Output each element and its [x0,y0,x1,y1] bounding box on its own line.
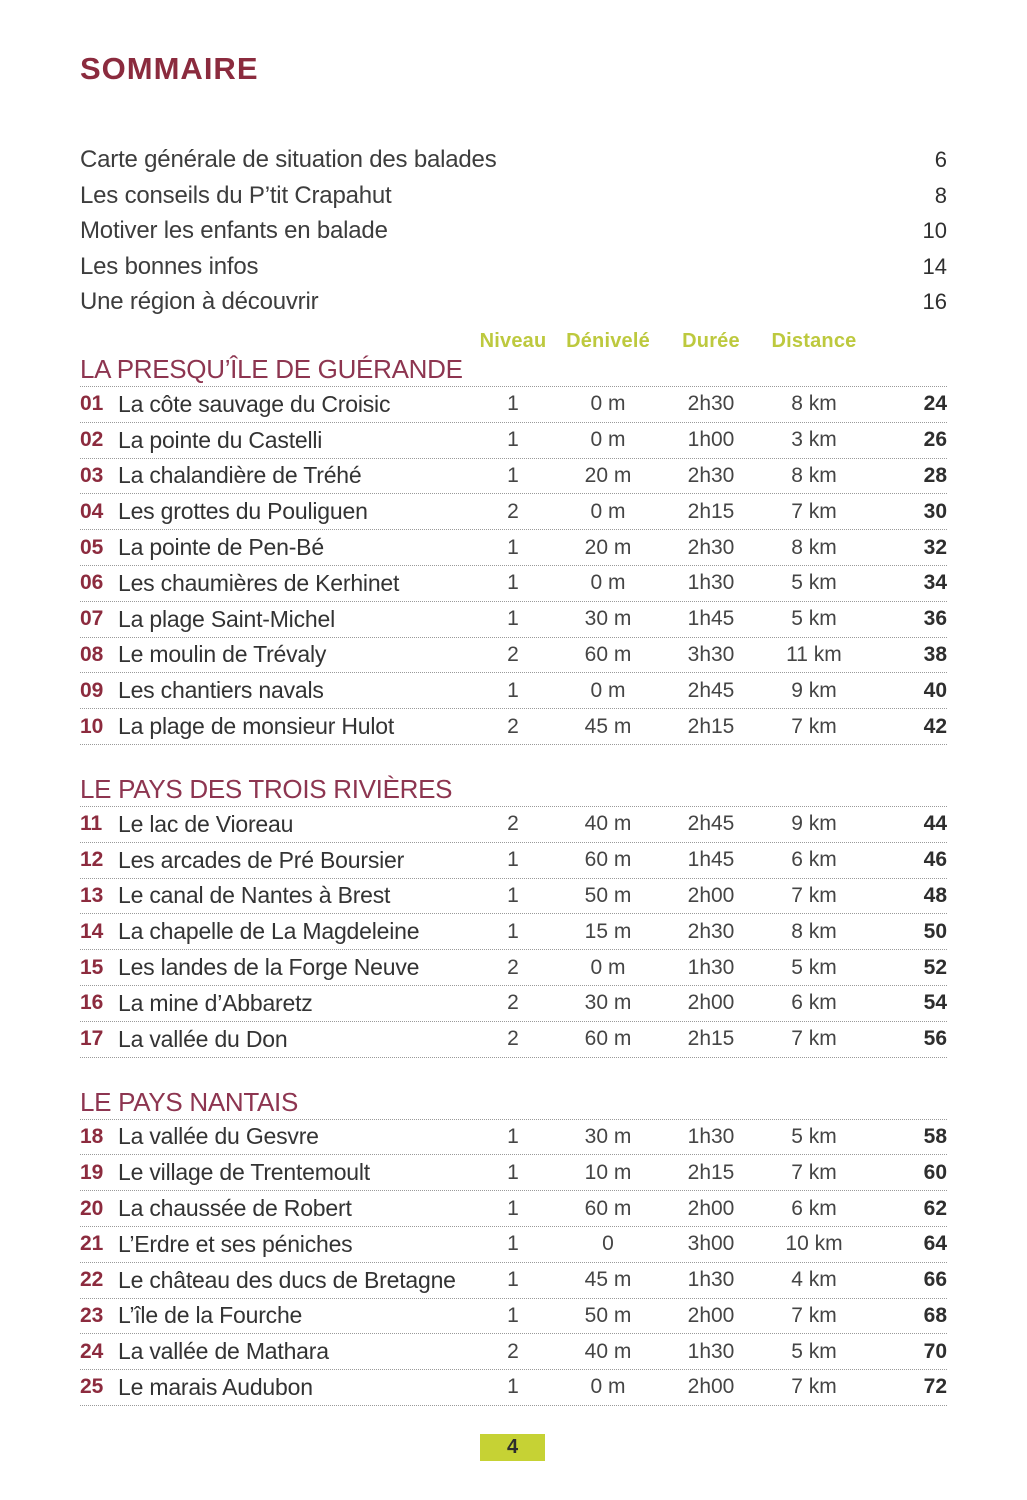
route-denivele-value: 0 [602,1232,614,1256]
route-denivele-value: 30 m [584,607,632,631]
intro-item-label: Motiver les enfants en balade [80,217,388,245]
route-niveau-value: 1 [507,392,519,416]
route-denivele-value: 0 m [590,955,626,979]
route-distance-value: 8 km [791,535,837,559]
route-number: 20 [80,1196,104,1220]
route-niveau-value: 1 [507,1375,519,1399]
route-title: L’Erdre et ses péniches [118,1230,353,1257]
route-page-number: 30 [923,499,947,523]
route-denivele-value: 0 m [590,392,626,416]
route-number: 23 [80,1303,104,1327]
route-page-number: 50 [923,919,947,943]
route-duree-value: 3h00 [687,1232,735,1256]
section-rows [80,387,947,745]
section-title: LE PAYS NANTAIS [80,1087,947,1120]
route-denivele-value: 30 m [584,1124,632,1148]
route-number: 22 [80,1268,104,1292]
route-niveau-value: 1 [507,1268,519,1292]
route-page-number: 44 [923,812,947,836]
route-title: L’île de la Fourche [118,1302,303,1329]
route-distance-value: 7 km [791,714,837,738]
route-title: La vallée de Mathara [118,1338,329,1365]
toc-section [80,354,947,745]
route-duree-value: 2h15 [687,1027,735,1051]
route-number: 01 [80,392,104,416]
route-distance-value: 5 km [791,571,837,595]
route-denivele-value: 45 m [584,1268,632,1292]
route-title: Les chantiers navals [118,677,324,704]
route-duree-value: 1h00 [687,428,735,452]
route-denivele-value: 60 m [584,848,632,872]
route-duree-value: 2h30 [687,919,735,943]
intro-item [80,217,947,253]
route-denivele-value: 50 m [584,883,632,907]
route-title: Les chaumières de Kerhinet [118,569,400,596]
route-number: 03 [80,463,104,487]
route-duree-value: 1h30 [687,1339,735,1363]
route-page-number: 62 [923,1196,947,1220]
route-page-number: 38 [923,642,947,666]
route-duree-value: 2h00 [687,1196,735,1220]
route-distance-value: 5 km [791,1339,837,1363]
route-number: 12 [80,848,104,872]
table-row [80,879,947,915]
route-page-number: 28 [923,463,947,487]
section-rows [80,807,947,1058]
intro-item-label: Carte générale de situation des balades [80,146,497,173]
route-title: La chalandière de Tréhé [118,462,362,489]
route-title: La vallée du Gesvre [118,1123,319,1150]
table-row [80,1022,947,1058]
table-row [80,494,947,530]
route-duree-value: 2h00 [687,1375,735,1399]
route-number: 09 [80,678,104,702]
route-title: Les arcades de Pré Boursier [118,846,405,873]
table-row [80,566,947,602]
route-number: 05 [80,535,104,559]
route-title: Le moulin de Trévaly [118,641,327,668]
route-denivele-value: 50 m [584,1303,632,1327]
route-title: Le village de Trentemoult [118,1159,370,1186]
route-distance-value: 5 km [791,955,837,979]
route-title: La pointe de Pen-Bé [118,534,324,561]
table-row [80,387,947,423]
table-row [80,807,947,843]
intro-item-label: Les conseils du P’tit Crapahut [80,181,392,209]
route-niveau-value: 2 [507,642,519,666]
table-row [80,1299,947,1335]
table-row [80,638,947,674]
route-page-number: 32 [923,535,947,559]
route-duree-value: 2h30 [687,463,735,487]
page-title: SOMMAIRE [80,51,259,86]
route-title: Le canal de Nantes à Brest [118,882,391,909]
route-title: La chaussée de Robert [118,1195,352,1221]
route-number: 25 [80,1375,104,1399]
route-niveau-value: 1 [507,1196,519,1220]
route-distance-value: 4 km [791,1268,837,1292]
route-duree-value: 2h00 [687,991,735,1015]
table-row [80,986,947,1022]
toc-section [80,774,947,1058]
table-row [80,1263,947,1299]
route-niveau-value: 1 [507,463,519,487]
route-duree-value: 1h30 [687,1124,735,1148]
route-distance-value: 9 km [791,812,837,836]
route-niveau-value: 1 [507,607,519,631]
route-duree-value: 2h00 [687,1303,735,1327]
route-denivele-value: 10 m [584,1160,632,1184]
route-niveau-value: 1 [507,919,519,943]
route-duree-value: 1h30 [687,571,735,595]
route-duree-value: 2h15 [687,499,735,523]
route-distance-value: 6 km [791,991,837,1015]
route-duree-value: 1h30 [687,955,735,979]
route-page-number: 56 [923,1027,947,1051]
table-row [80,950,947,986]
route-title: La vallée du Don [118,1025,288,1052]
route-distance-value: 8 km [791,392,837,416]
column-header-duree: Durée [682,330,740,353]
route-title: Le lac de Vioreau [118,810,294,837]
table-row [80,602,947,638]
route-niveau-value: 2 [507,1339,519,1363]
intro-item-page-number: 8 [934,182,947,208]
intro-item [80,182,947,218]
route-distance-value: 9 km [791,678,837,702]
intro-item-label: Les bonnes infos [80,252,259,280]
route-number: 02 [80,428,104,452]
route-niveau-value: 1 [507,678,519,702]
route-distance-value: 8 km [791,919,837,943]
route-niveau-value: 1 [507,883,519,907]
route-title: Le marais Audubon [118,1373,313,1400]
route-denivele-value: 60 m [584,642,632,666]
route-distance-value: 7 km [791,1160,837,1184]
route-niveau-value: 1 [507,535,519,559]
route-denivele-value: 0 m [590,571,626,595]
route-distance-value: 11 km [786,642,842,666]
page-content [80,0,947,1406]
route-denivele-value: 0 m [590,499,626,523]
route-duree-value: 2h00 [687,883,735,907]
column-header-denivele: Dénivelé [566,330,650,353]
toc-section [80,1087,947,1406]
route-page-number: 40 [923,678,947,702]
column-header-niveau: Niveau [479,330,547,353]
route-number: 18 [80,1124,104,1148]
route-denivele-value: 60 m [584,1027,632,1051]
route-denivele-value: 45 m [584,714,632,738]
route-page-number: 52 [923,955,947,979]
route-title: La chapelle de La Magdeleine [118,918,420,945]
route-duree-value: 2h30 [687,392,735,416]
route-denivele-value: 60 m [584,1196,632,1220]
route-distance-value: 10 km [785,1232,843,1256]
table-column-headers [80,330,947,354]
route-number: 16 [80,991,104,1015]
section-title: LE PAYS DES TROIS RIVIÈRES [80,774,947,807]
route-number: 13 [80,883,104,907]
route-page-number: 64 [923,1232,947,1256]
footer-page-number: 4 [480,1434,545,1461]
intro-item [80,253,947,289]
route-niveau-value: 1 [507,571,519,595]
table-row [80,1155,947,1191]
route-number: 15 [80,955,104,979]
route-page-number: 60 [923,1160,947,1184]
table-row [80,1370,947,1406]
route-denivele-value: 30 m [584,991,632,1015]
table-row [80,709,947,745]
route-page-number: 54 [923,991,947,1015]
route-denivele-value: 20 m [584,463,632,487]
route-number: 19 [80,1160,104,1184]
table-row [80,1120,947,1156]
table-row [80,1191,947,1227]
route-number: 06 [80,571,104,595]
route-number: 07 [80,607,104,631]
intro-list [80,146,947,324]
route-distance-value: 7 km [791,1303,837,1327]
route-distance-value: 6 km [791,1196,837,1220]
route-denivele-value: 40 m [584,812,632,836]
intro-item [80,288,947,324]
section-title: LA PRESQU’ÎLE DE GUÉRANDE [80,354,947,387]
route-distance-value: 7 km [791,883,837,907]
route-title: La plage Saint-Michel [118,605,335,632]
route-duree-value: 2h15 [687,1160,735,1184]
route-title: Les landes de la Forge Neuve [118,954,420,981]
table-row [80,1227,947,1263]
route-distance-value: 5 km [791,607,837,631]
route-number: 14 [80,919,104,943]
route-number: 17 [80,1027,104,1051]
route-niveau-value: 2 [507,955,519,979]
route-distance-value: 8 km [791,463,837,487]
intro-item-page-number: 16 [922,289,947,315]
table-row [80,423,947,459]
intro-item [80,146,947,182]
route-number: 08 [80,642,104,666]
table-row [80,530,947,566]
route-title: Les grottes du Pouliguen [118,498,368,525]
intro-item-page-number: 14 [922,253,947,279]
route-page-number: 48 [923,883,947,907]
route-title: La côte sauvage du Croisic [118,390,391,417]
route-page-number: 72 [923,1375,947,1399]
route-page-number: 36 [923,607,947,631]
route-denivele-value: 20 m [584,535,632,559]
route-page-number: 26 [923,428,947,452]
table-row [80,673,947,709]
route-duree-value: 2h45 [687,812,735,836]
sections-container [80,354,947,1406]
route-niveau-value: 2 [507,1027,519,1051]
route-distance-value: 7 km [791,1027,837,1051]
route-page-number: 42 [923,714,947,738]
route-distance-value: 3 km [791,428,837,452]
route-page-number: 66 [923,1268,947,1292]
route-niveau-value: 2 [507,991,519,1015]
route-page-number: 46 [923,848,947,872]
route-denivele-value: 15 m [584,919,632,943]
route-distance-value: 7 km [791,499,837,523]
route-niveau-value: 1 [507,1232,519,1256]
route-number: 24 [80,1339,104,1363]
route-page-number: 70 [923,1339,947,1363]
route-distance-value: 5 km [791,1124,837,1148]
route-niveau-value: 1 [507,1160,519,1184]
table-row [80,1334,947,1370]
route-number: 11 [80,812,103,836]
route-title: La pointe du Castelli [118,426,323,453]
route-distance-value: 6 km [791,848,837,872]
column-header-distance: Distance [771,330,857,353]
route-page-number: 58 [923,1124,947,1148]
route-niveau-value: 2 [507,714,519,738]
route-niveau-value: 2 [507,812,519,836]
route-duree-value: 2h30 [687,535,735,559]
route-title: La plage de monsieur Hulot [118,713,395,740]
route-duree-value: 2h15 [687,714,735,738]
route-niveau-value: 1 [507,428,519,452]
route-title: La mine d’Abbaretz [118,989,313,1016]
route-distance-value: 7 km [791,1375,837,1399]
intro-item-page-number: 10 [922,218,947,244]
route-niveau-value: 1 [507,1124,519,1148]
route-title: Le château des ducs de Bretagne [118,1266,456,1293]
route-duree-value: 1h30 [687,1268,735,1292]
route-denivele-value: 0 m [590,1375,626,1399]
route-denivele-value: 0 m [590,428,626,452]
route-niveau-value: 1 [507,848,519,872]
route-number: 10 [80,714,104,738]
route-duree-value: 2h45 [687,678,735,702]
route-number: 04 [80,499,104,523]
table-row [80,914,947,950]
table-row [80,459,947,495]
route-page-number: 34 [923,571,947,595]
intro-item-label: Une région à découvrir [80,288,319,316]
route-page-number: 68 [923,1303,947,1327]
route-duree-value: 1h45 [687,848,735,872]
route-duree-value: 1h45 [687,607,735,631]
route-niveau-value: 1 [507,1303,519,1327]
route-denivele-value: 0 m [590,678,626,702]
route-duree-value: 3h30 [687,642,735,666]
route-page-number: 24 [923,392,947,416]
intro-item-page-number: 6 [934,147,947,172]
route-number: 21 [80,1232,104,1256]
section-rows [80,1120,947,1406]
route-niveau-value: 2 [507,499,519,523]
table-row [80,843,947,879]
route-denivele-value: 40 m [584,1339,632,1363]
